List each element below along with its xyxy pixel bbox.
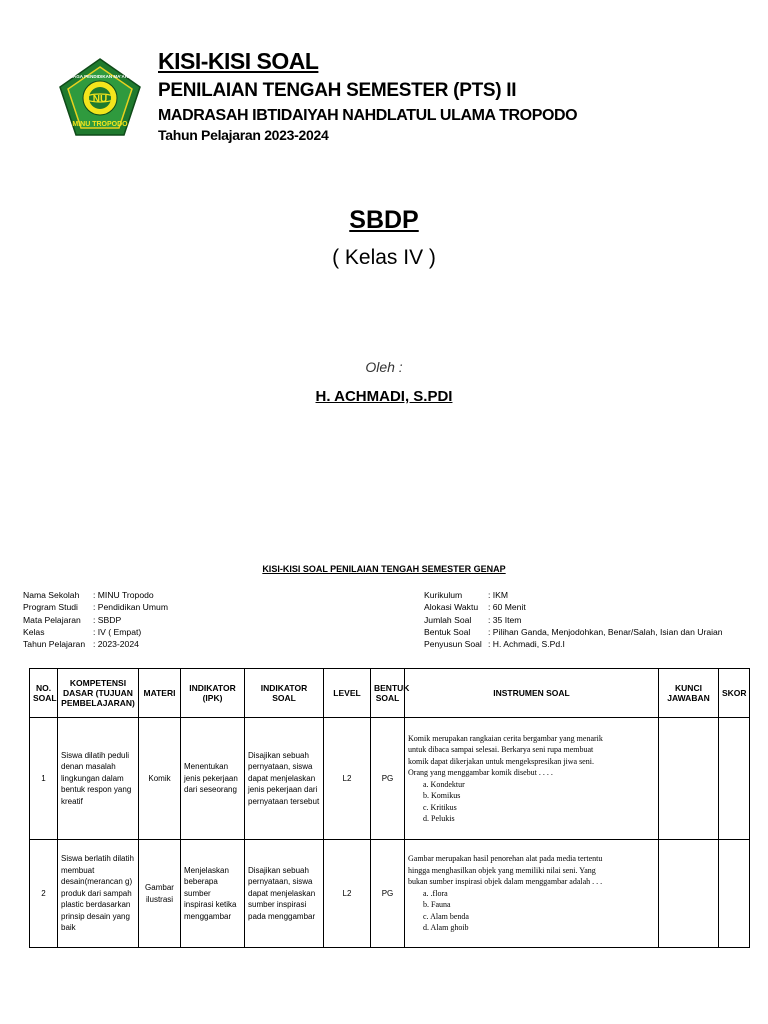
info-value: : 60 Menit xyxy=(488,602,526,613)
info-row xyxy=(424,589,723,601)
question-line: Komik merupakan rangkaian cerita bergambar yang menarik xyxy=(408,733,603,743)
svg-text:MINU TROPODO: MINU TROPODO xyxy=(72,121,128,128)
cell-no: 1 xyxy=(30,718,58,840)
info-label: Program Studi xyxy=(23,602,78,613)
col-header-indikator-soal: INDIKATOR SOAL xyxy=(245,669,324,718)
info-label: Alokasi Waktu xyxy=(424,602,479,613)
cell-materi: Komik xyxy=(139,718,181,840)
info-row xyxy=(424,638,723,650)
svg-text:NU: NU xyxy=(92,94,108,105)
school-logo xyxy=(58,57,142,137)
cell-materi: Gambar ilustrasi xyxy=(139,840,181,948)
cell-no: 2 xyxy=(30,840,58,948)
info-value: : IV ( Empat) xyxy=(93,626,142,637)
cell-level: L2 xyxy=(324,840,371,948)
col-header-level: LEVEL xyxy=(324,669,371,718)
question-line: Gambar merupakan hasil penorehan alat pada media tertentu xyxy=(408,854,603,864)
info-value: : Pendidikan Umum xyxy=(93,602,168,613)
document-title: KISI-KISI SOAL xyxy=(158,48,319,74)
info-value: : SBDP xyxy=(93,614,122,625)
col-header-kd: KOMPETENSI DASAR (TUJUAN PEMBELAJARAN) xyxy=(58,669,139,718)
question-line: Orang yang menggambar komik disebut . . . . xyxy=(408,768,553,777)
sheet-title: KISI-KISI SOAL PENILAIAN TENGAH SEMESTER GENAP xyxy=(262,564,506,574)
info-label: Tahun Pelajaran xyxy=(23,639,86,650)
col-header-no: NO. SOAL xyxy=(30,669,58,718)
info-row xyxy=(23,638,168,650)
subject-title: SBDP xyxy=(349,206,419,234)
option-c: c. Kritikus xyxy=(423,802,457,812)
option-d: d. Pelukis xyxy=(423,814,455,823)
info-label: Mata Pelajaran xyxy=(23,614,81,625)
grade-label: ( Kelas IV ) xyxy=(332,246,436,269)
cell-ipk: Menjelaskan beberapa sumber inspirasi ketika menggambar xyxy=(181,840,245,948)
cell-kunci xyxy=(659,718,719,840)
academic-year: Tahun Pelajaran 2023-2024 xyxy=(158,127,329,143)
info-label: Kelas xyxy=(23,626,45,637)
info-row xyxy=(23,626,168,638)
logo-emblem-icon xyxy=(58,57,142,137)
table-row xyxy=(30,718,750,840)
info-value: : H. Achmadi, S.Pd.I xyxy=(488,639,565,650)
cell-indikator-soal: Disajikan sebuah pernyataan, siswa dapat menjelaskan sumber inspirasi pada menggambar xyxy=(245,840,324,948)
col-header-skor: SKOR xyxy=(719,669,750,718)
col-header-kunci: KUNCI JAWABAN xyxy=(659,669,719,718)
info-label: Bentuk Soal xyxy=(424,626,471,637)
cell-kd: Siswa dilatih peduli denan masalah lingkungan dalam bentuk respon yang kreatif xyxy=(58,718,139,840)
option-b: b. Komikus xyxy=(423,791,461,800)
info-value: : 2023-2024 xyxy=(93,639,139,650)
exam-name: PENILAIAN TENGAH SEMESTER (PTS) II xyxy=(158,80,517,101)
col-header-materi: MATERI xyxy=(139,669,181,718)
author-name: H. ACHMADI, S.PDI xyxy=(315,388,453,405)
cell-level: L2 xyxy=(324,718,371,840)
info-label: Kurikulum xyxy=(424,590,463,600)
info-label: Penyusun Soal xyxy=(424,639,482,650)
info-label: Jumlah Soal xyxy=(424,614,472,625)
col-header-instrumen: INSTRUMEN SOAL xyxy=(405,669,659,718)
info-value: : MINU Tropodo xyxy=(93,590,154,600)
question-line: bukan sumber inspirasi objek dalam menggambar adalah . . . xyxy=(408,877,603,887)
info-label: Nama Sekolah xyxy=(23,590,80,600)
cell-skor xyxy=(719,718,750,840)
svg-text:LEMBAGA PENDIDIKAN MA'ARIF NU: LEMBAGA PENDIDIKAN MA'ARIF NU xyxy=(60,74,140,79)
col-header-bentuk: BENTUK SOAL xyxy=(371,669,405,718)
cell-bentuk: PG xyxy=(371,718,405,840)
question-line: hingga menghasilkan objek yang memiliki nilai seni. Yang xyxy=(408,865,596,875)
question-line: komik dapat dikerjakan untuk mengekspresikan jiwa seni. xyxy=(408,756,594,766)
info-value: : 35 Item xyxy=(488,614,522,625)
option-a: a. Kondektur xyxy=(423,779,465,789)
cell-indikator-soal: Disajikan sebuah pernyataan, siswa dapat menjelaskan jenis pekerjaan dari pernyataan tersebut xyxy=(245,718,324,840)
cell-instrumen xyxy=(405,718,659,840)
table-header-row xyxy=(30,669,750,718)
option-a: a. .flora xyxy=(423,888,448,898)
school-name: MADRASAH IBTIDAIYAH NAHDLATUL ULAMA TROPODO xyxy=(158,107,578,124)
info-row xyxy=(23,614,168,626)
info-row xyxy=(424,601,723,613)
info-right xyxy=(424,589,723,650)
info-value: : IKM xyxy=(488,590,509,600)
cell-kunci xyxy=(659,840,719,948)
by-label: Oleh : xyxy=(365,359,403,375)
col-header-ipk: INDIKATOR (IPK) xyxy=(181,669,245,718)
option-b: b. Fauna xyxy=(423,900,451,910)
info-left xyxy=(23,589,168,650)
question-line: untuk dibaca sampai selesai. Berkarya seni rupa membuat xyxy=(408,745,594,754)
cell-ipk: Menentukan jenis pekerjaan dari seseorang xyxy=(181,718,245,840)
cell-kd: Siswa berlatih dilatih membuat desain(merancan g) produk dari sampah plastic berdasarkan prinsip desain yang baik xyxy=(58,840,139,948)
cell-instrumen xyxy=(405,840,659,948)
info-value: : Pilihan Ganda, Menjodohkan, Benar/Salah, Isian dan Uraian xyxy=(488,626,723,637)
info-row xyxy=(424,614,723,626)
cell-skor xyxy=(719,840,750,948)
kisi-kisi-table xyxy=(29,668,750,948)
option-d: d. Alam ghoib xyxy=(423,923,469,933)
table-row xyxy=(30,840,750,948)
option-c: c. Alam benda xyxy=(423,911,469,921)
cell-bentuk: PG xyxy=(371,840,405,948)
info-row xyxy=(424,626,723,638)
info-row xyxy=(23,601,168,613)
info-row xyxy=(23,589,168,601)
